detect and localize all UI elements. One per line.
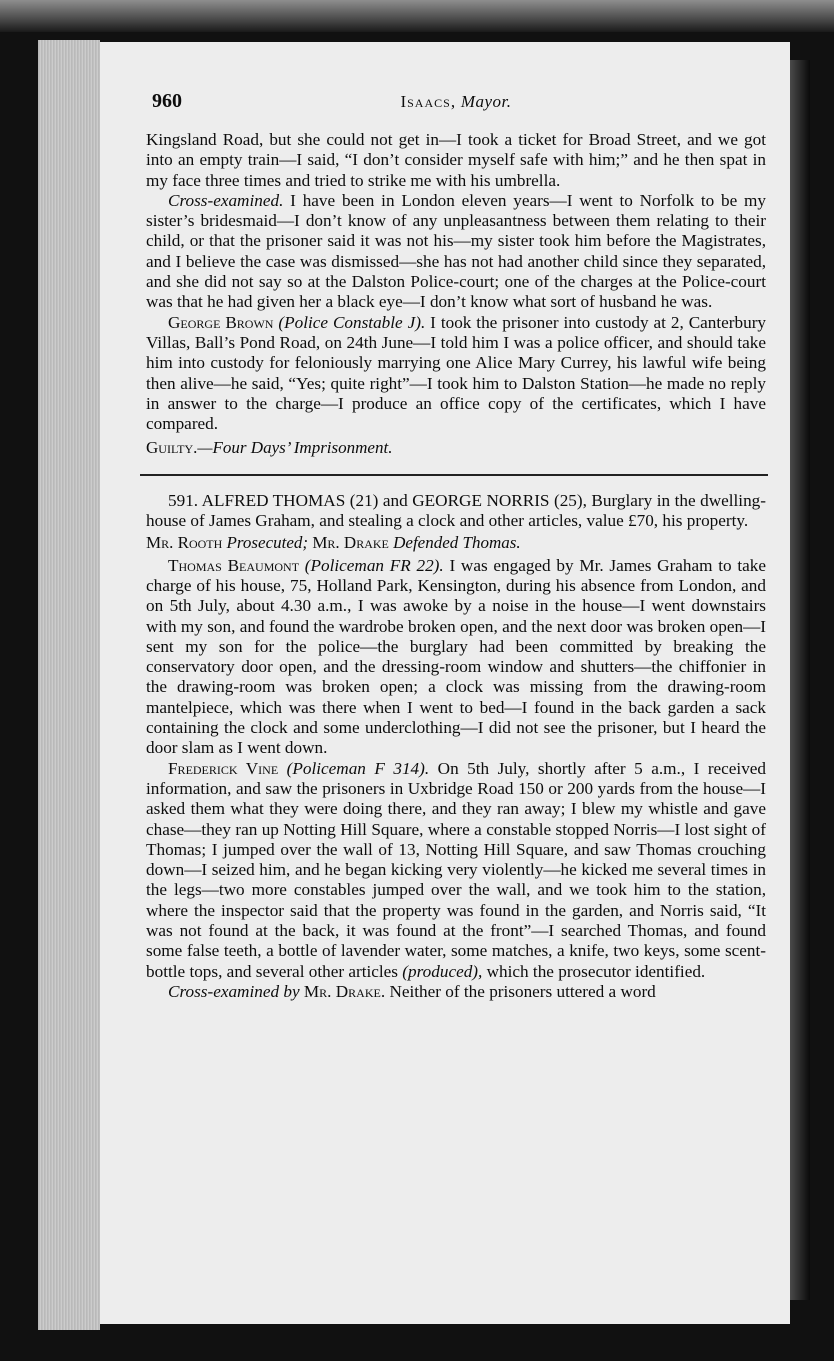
witness-role: (Police Constable J). (278, 312, 426, 332)
section-divider (140, 474, 768, 476)
text-column (146, 90, 766, 1002)
defended-label: Defended Thomas. (393, 533, 521, 553)
prosecutor-name: Mr. Rooth (146, 533, 223, 553)
verdict-label: Guilty. (146, 438, 198, 458)
book-right-edge (790, 60, 810, 1300)
running-head-name: Isaacs, (400, 92, 457, 111)
paragraph-george-brown (146, 313, 766, 435)
witness-role: (Policeman F 314). (286, 758, 430, 778)
book-top-edge (0, 0, 834, 32)
defender-name: Mr. Drake (312, 533, 389, 553)
witness-testimony: I was engaged by Mr. James Graham to take charge of his house, 75, Holland Park, Kensington, during his absence from London, and on 5th July, about 4.30 a.m., I was awoke by a noise in the house—I went downstairs with my son, and found the wardrobe broken open, and the next door was broken open—I sent my son for the police—the burglary had been committed by breaking the conservatory door open, and the dressing-room window and shutters—the chiffonier in the drawing-room was broken open; a clock was missing from the drawing-room mantelpiece, which was there when I went to bed—I found in the back garden a sack containing the clock and some underclothing—I did not see the prisoner, but I heard the door slam as I went down. (146, 555, 766, 758)
verdict (146, 438, 766, 458)
book-page (100, 42, 790, 1324)
cross-examination-text: Neither of the prisoners uttered a word (385, 981, 656, 1001)
witness-name: Frederick Vine (168, 758, 279, 778)
counsel-line (146, 533, 766, 553)
page-number: 960 (152, 90, 182, 112)
produced-note: (produced), (402, 961, 483, 981)
prosecuted-label: Prosecuted; (226, 533, 309, 553)
cross-examined-by-label: Cross-examined by (168, 981, 300, 1001)
book-page-edges (38, 40, 100, 1330)
witness-name: Thomas Beaumont (168, 555, 300, 575)
counsel-name: Mr. Drake. (303, 981, 386, 1001)
paragraph-cross-examined (146, 191, 766, 313)
running-head-title: Mayor. (460, 92, 512, 111)
verdict-sentence: —Four Days’ Imprisonment. (197, 438, 393, 458)
witness-testimony: On 5th July, shortly after 5 a.m., I received information, and saw the prisoners in Uxbridge Road 150 or 200 yards from the house—I asked them what they were doing there, and they ran away; I blew my whistle and gave chase—they ran up Notting Hill Square, where a constable stopped Norris—I lost sight of Thomas; I jumped over the wall of 13, Notting Hill Square, and saw Thomas crouching down—I seized him, and he began kicking very violently—he kicked me several times in the legs—two more constables jumped over the wall, and we took him to the station, where the inspector said that the property was found in the garden, and Norris said, “It was not found at the back, it was found at the front”—I searched Thomas, and found some false teeth, a bottle of lavender water, some matches, a knife, two keys, some scent-bottle tops, and several other articles (146, 758, 767, 981)
paragraph-frederick-vine (146, 759, 766, 982)
witness-testimony: I took the prisoner into custody at 2, Canterbury Villas, Ball’s Pond Road, on 24th June—I told him I was a police officer, and should take him into custody for feloniously marrying one Alice Mary Currey, his lawful wife being then alive—he said, “Yes; quite right”—I took him to Dalston Station—he made no reply in answer to the charge—I produce an office copy of the certificates, which I have compared. (146, 312, 767, 434)
witness-testimony-end: which the prosecutor identified. (482, 961, 706, 981)
paragraph-continuation: Kingsland Road, but she could not get in—I took a ticket for Broad Street, and we got into an empty train—I said, “I don’t consider myself safe with him;” and he then spat in my face three times and tried to strike me with his umbrella. (146, 130, 766, 190)
witness-name: George Brown (168, 312, 274, 332)
page-header (146, 90, 766, 130)
cross-examined-text: I have been in London eleven years—I went to Norfolk to be my sister’s bridesmaid—I don’t know of any unpleasantness between them relating to their child, or that the prisoner said it was not his—my sister took him before the Magistrates, and I believe the case was dismissed—she has not had another child since they separated, and she did not say so at the Dalston Police-court; one of the charges at the Police-court was that he had given her a black eye—I don’t know what sort of husband he was. (146, 190, 766, 312)
paragraph-thomas-beaumont (146, 556, 766, 759)
running-head (146, 92, 766, 112)
case-heading: 591. ALFRED THOMAS (21) and GEORGE NORRIS (25), Burglary in the dwelling-house of James Graham, and stealing a clock and other articles, value £70, his property. (146, 490, 766, 531)
cross-examined-label: Cross-examined. (168, 190, 284, 210)
paragraph-cross-examined-by-drake (146, 982, 766, 1002)
witness-role: (Policeman FR 22). (304, 555, 444, 575)
